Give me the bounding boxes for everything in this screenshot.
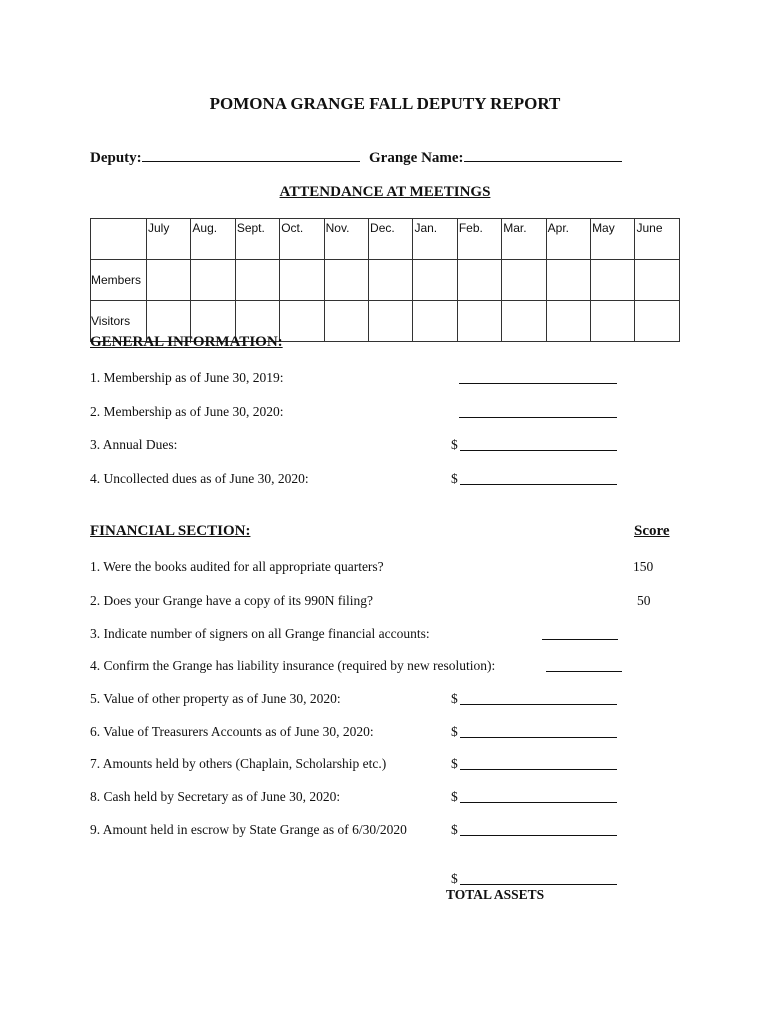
month-header: Apr. (546, 219, 590, 260)
attendance-cell[interactable] (235, 260, 279, 301)
month-header: Jan. (413, 219, 457, 260)
attendance-cell[interactable] (191, 260, 235, 301)
treasurers-accounts-blank[interactable] (460, 724, 617, 738)
month-header: Mar. (502, 219, 546, 260)
month-header: Feb. (457, 219, 501, 260)
attendance-cell[interactable] (546, 260, 590, 301)
attendance-cell[interactable] (635, 301, 680, 342)
membership-2019-blank[interactable] (459, 370, 617, 384)
annual-dues-blank[interactable] (460, 437, 617, 451)
attendance-cell[interactable] (635, 260, 680, 301)
month-header: May (591, 219, 635, 260)
membership-2020-blank[interactable] (459, 404, 617, 418)
dollar-sign: $ (451, 822, 458, 837)
amounts-held-by-others-blank[interactable] (460, 756, 617, 770)
liability-insurance-blank[interactable] (546, 658, 622, 672)
signers-blank[interactable] (542, 626, 618, 640)
secretary-cash-blank[interactable] (460, 789, 617, 803)
dollar-sign: $ (451, 756, 458, 771)
grange-name-blank[interactable] (464, 148, 622, 162)
attendance-cell[interactable] (280, 260, 324, 301)
report-title: POMONA GRANGE FALL DEPUTY REPORT (209, 94, 561, 113)
attendance-cell[interactable] (369, 260, 413, 301)
attendance-cell[interactable] (457, 260, 501, 301)
month-header: Nov. (324, 219, 368, 260)
general-item-label: 2. Membership as of June 30, 2020: (90, 404, 284, 419)
row-label-visitors: Visitors (91, 301, 147, 342)
grange-name-label: Grange Name: (369, 150, 464, 166)
month-header: Oct. (280, 219, 324, 260)
attendance-cell[interactable] (147, 260, 191, 301)
total-assets-blank[interactable] (460, 871, 617, 885)
row-label-members: Members (91, 260, 147, 301)
financial-item-label: 8. Cash held by Secretary as of June 30, 2020: (90, 789, 341, 804)
month-header: July (147, 219, 191, 260)
uncollected-dues-blank[interactable] (460, 471, 617, 485)
table-corner-cell (91, 219, 147, 260)
financial-item-label: 3. Indicate number of signers on all Grange financial accounts: (90, 626, 430, 641)
financial-item-label: 6. Value of Treasurers Accounts as of June 30, 2020: (90, 724, 374, 739)
dollar-sign: $ (451, 471, 458, 486)
score-heading: Score (634, 523, 670, 539)
financial-heading: FINANCIAL SECTION: (90, 523, 251, 539)
attendance-table (90, 218, 680, 342)
attendance-cell[interactable] (457, 301, 501, 342)
attendance-cell[interactable] (502, 260, 546, 301)
dollar-sign: $ (451, 437, 458, 452)
escrow-amount-blank[interactable] (460, 822, 617, 836)
attendance-heading: ATTENDANCE AT MEETINGS (279, 184, 491, 200)
attendance-cell[interactable] (502, 301, 546, 342)
deputy-field[interactable] (90, 148, 360, 167)
attendance-cell[interactable] (324, 260, 368, 301)
general-info-heading: GENERAL INFORMATION: (90, 334, 283, 350)
attendance-cell[interactable] (546, 301, 590, 342)
deputy-label: Deputy: (90, 150, 142, 166)
financial-item-label: 5. Value of other property as of June 30, 2020: (90, 691, 341, 706)
attendance-cell[interactable] (591, 260, 635, 301)
attendance-cell[interactable] (369, 301, 413, 342)
attendance-cell[interactable] (591, 301, 635, 342)
dollar-sign: $ (451, 691, 458, 706)
financial-item-label: 9. Amount held in escrow by State Grange as of 6/30/2020 (90, 822, 407, 837)
dollar-sign: $ (451, 789, 458, 804)
month-header: Dec. (369, 219, 413, 260)
financial-item-label: 2. Does your Grange have a copy of its 990N filing? (90, 593, 374, 608)
attendance-cell[interactable] (280, 301, 324, 342)
month-header: Aug. (191, 219, 235, 260)
dollar-sign: $ (451, 724, 458, 739)
general-item-label: 3. Annual Dues: (90, 437, 178, 452)
month-header: June (635, 219, 680, 260)
attendance-cell[interactable] (324, 301, 368, 342)
financial-item-label: 4. Confirm the Grange has liability insurance (required by new resolution): (90, 658, 496, 673)
table-header-row (91, 219, 680, 260)
deputy-blank[interactable] (142, 148, 360, 162)
financial-item-label: 7. Amounts held by others (Chaplain, Scholarship etc.) (90, 756, 387, 771)
score-value: 150 (633, 559, 654, 574)
total-assets-label: TOTAL ASSETS (446, 887, 545, 902)
score-value: 50 (637, 593, 651, 608)
general-item-label: 1. Membership as of June 30, 2019: (90, 370, 284, 385)
grange-name-field[interactable] (369, 148, 622, 167)
dollar-sign: $ (451, 871, 458, 886)
month-header: Sept. (235, 219, 279, 260)
attendance-cell[interactable] (413, 260, 457, 301)
table-row-members (91, 260, 680, 301)
general-item-label: 4. Uncollected dues as of June 30, 2020: (90, 471, 309, 486)
attendance-cell[interactable] (413, 301, 457, 342)
financial-item-label: 1. Were the books audited for all appropriate quarters? (90, 559, 384, 574)
other-property-blank[interactable] (460, 691, 617, 705)
